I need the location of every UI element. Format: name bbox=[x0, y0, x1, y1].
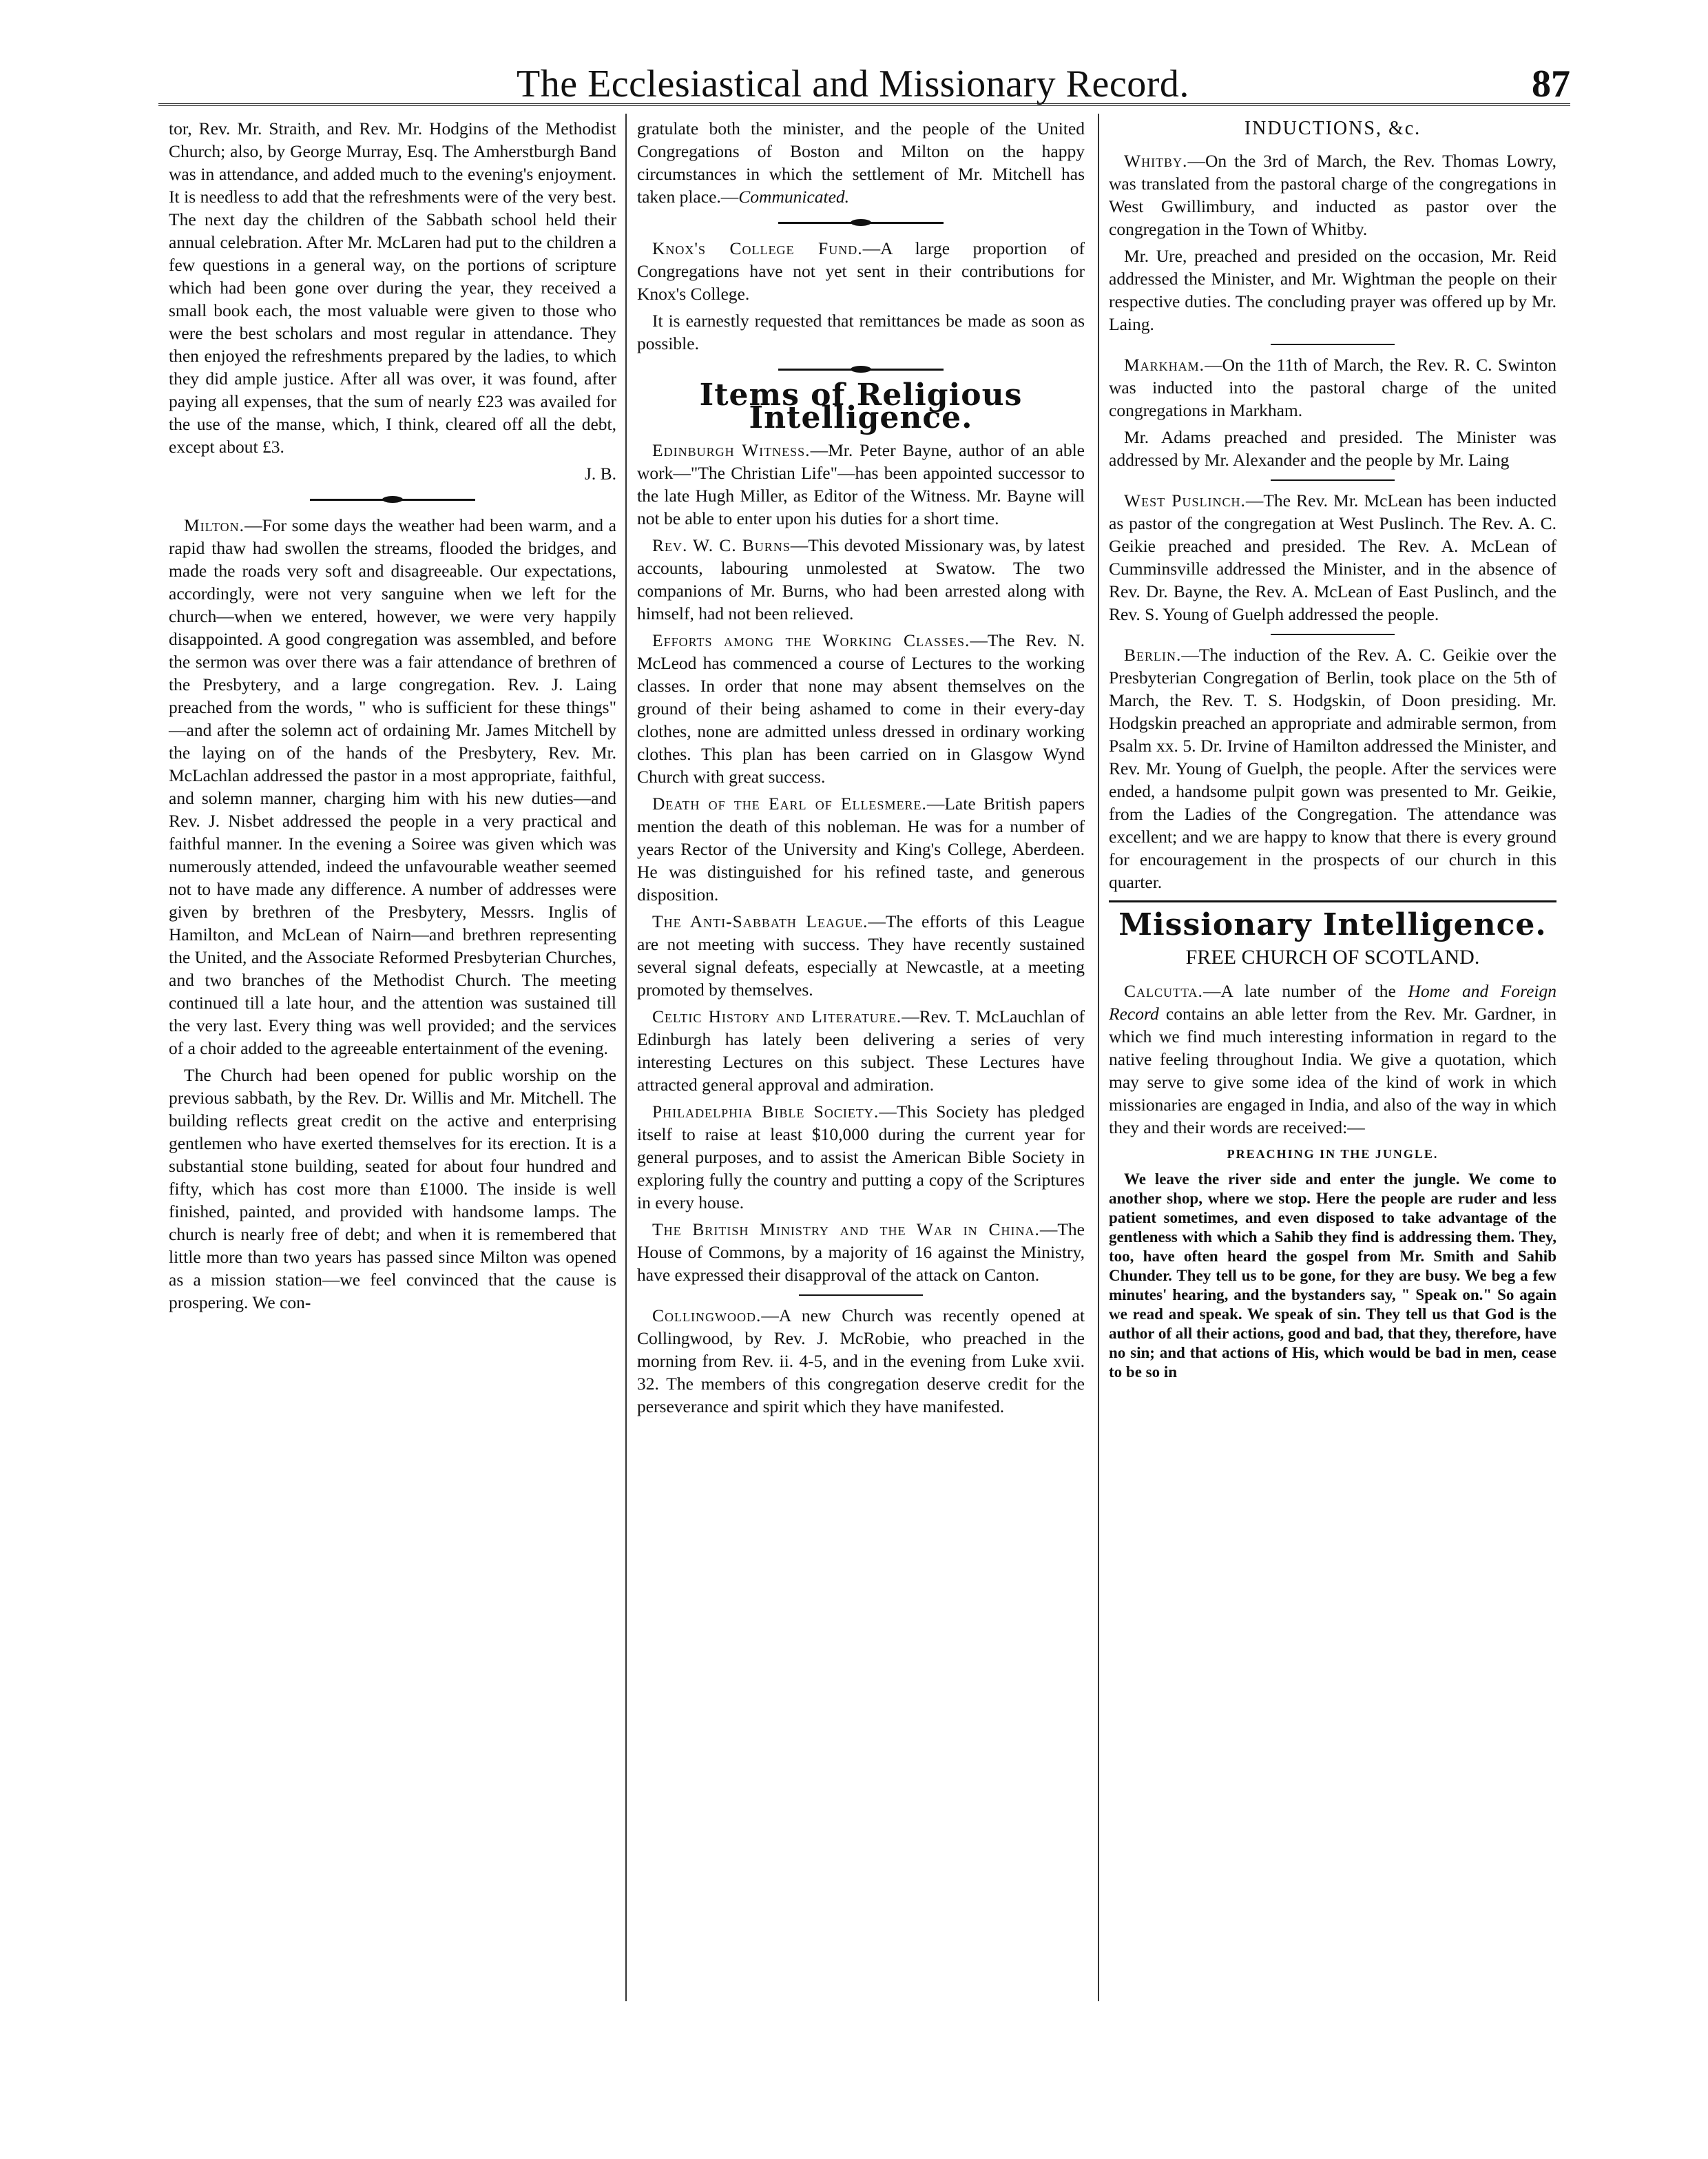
paragraph-puslinch bbox=[1109, 489, 1556, 626]
rule bbox=[1271, 344, 1395, 345]
lead-in: Milton. bbox=[184, 515, 245, 535]
attribution: Communicated. bbox=[738, 187, 850, 207]
lead-in: Berlin. bbox=[1124, 645, 1182, 665]
lead-in: Whitby. bbox=[1124, 151, 1188, 171]
section-heading: Missionary Intelligence. bbox=[1118, 907, 1547, 942]
news-item bbox=[637, 1218, 1085, 1286]
paragraph-text: contains an able letter from the Rev. Mr. Gardner, in which we find much interesting information in regard to the native feeling throughout India. We give a quotation, which may serve to give some idea of the kind of work in which missionaries are engaged in India, and also of the way in which they and their words are received:— bbox=[1109, 1004, 1556, 1137]
column-2 bbox=[637, 117, 1085, 1422]
column-3 bbox=[1109, 117, 1556, 1386]
paragraph: Mr. Ure, preached and presided on the occasion, Mr. Reid addressed the Minister, and Mr. Wightman the people on their respective duties. The concluding prayer was offered up by Mr. Laing. bbox=[1109, 246, 1556, 334]
paragraph: Mr. Adams preached and presided. The Minister was addressed by Mr. Alexander and the people by Mr. Laing bbox=[1109, 427, 1556, 470]
rule bbox=[799, 1294, 923, 1296]
paragraph-knox bbox=[637, 237, 1085, 305]
paragraph-text: —Mr. Peter Bayne, author of an able work—"The Christian Life"—has been appointed successor to the late Hugh Miller, as Editor of the Witness. Mr. Bayne will not be able to enter upon his duties for a short time. bbox=[637, 440, 1085, 528]
paragraph-collingwood bbox=[637, 1304, 1085, 1418]
lead-in: Death of the Earl of Ellesmere. bbox=[652, 794, 927, 814]
lead-in: Rev. W. C. Burns bbox=[652, 535, 791, 555]
news-items bbox=[637, 439, 1085, 1286]
paragraph-text: —For some days the weather had been warm, and a rapid thaw had swollen the streams, flooded the bridges, and made the roads very soft and disagreeable. Our expectations, accordingly, were not very sanguine when we left for the church—when we entered, however, we were very happily disappointed. A good congregation was assembled, and before the sermon was over there was a fair attendance of brethren of the Presbytery, and a large congregation. Rev. J. Laing preached from the words, " who is sufficient for these things" —and after the solemn act of ordaining Mr. James Mitchell by the laying on of the hands of the Presbytery, Rev. Mr. McLachlan addressed the pastor in a most appropriate, faithful, and solemn manner, charging him with his new duties—and Rev. J. Nisbet addressed the people in a very practical and faithful manner. In the evening a Soiree was given which was numerously attended, indeed the unfavourable weather seemed not to have made any difference. A number of addresses were given by brethren of the Presbytery, Messrs. Inglis of Hamilton, and McLean of Nairn—and brethren representing the United, and the Associate Reformed Presbyterian Churches, and two branches of the Methodist Church. The meeting continued till a late hour, and the attention was sustained till the very last. Every thing was well provided; and the services of a choir added to the agreeable entertainment of the evening. bbox=[169, 515, 616, 1058]
paragraph-text: —A large proportion of Congregations have not yet sent in their contributions for Knox's College. bbox=[637, 238, 1085, 304]
paragraph-text: —The House of Commons, by a majority of 16 against the Ministry, have expressed their disapproval of the attack on Canton. bbox=[637, 1219, 1085, 1285]
ornamental-divider bbox=[778, 364, 944, 374]
paragraph-text: gratulate both the minister, and the people of the United Congregations of Boston and Milton on the happy circumstances in which the settlement of Mr. Mitchell has taken place.— bbox=[637, 118, 1085, 207]
paragraph-milton bbox=[169, 514, 616, 1060]
signature: J. B. bbox=[584, 464, 616, 484]
news-item bbox=[637, 629, 1085, 788]
lead-in: The Anti-Sabbath League. bbox=[652, 911, 868, 931]
column-divider bbox=[1098, 114, 1099, 2001]
section-heading: INDUCTIONS, &c. bbox=[1244, 118, 1421, 139]
paragraph-text: —A new Church was recently opened at Collingwood, by Rev. J. McRobie, who preached in the morning from Rev. ii. 4-5, and in the evening from Luke xvii. 32. The members of this congregation deserve credit for the perseverance and spirit which they have manifested. bbox=[637, 1305, 1085, 1416]
section-heading: Items of Religious Intelligence. bbox=[699, 378, 1023, 435]
lead-in: Markham. bbox=[1124, 355, 1205, 375]
paragraph: tor, Rev. Mr. Straith, and Rev. Mr. Hodgins of the Methodist Church; also, by George Murray, Esq. The Amherstburgh Band was in attendance, and added much to the evening's enjoyment. It is needless to add that the refreshments were of the very best. The next day the children of the Sabbath school held their annual celebration. After Mr. McLaren had put to the children a few questions in a general way, on the portions of scripture which had been gone over during the year, they received a small book each, the most valuable were given to those who were the best scholars and most regular in attendance. They then enjoyed the refreshments prepared by the ladies, to which they did ample justice. After all was over, it was found, after paying all expenses, that the sum of nearly £23 was availed for the use of the manse, which, I think, cleared off all the debt, except about £3. bbox=[169, 118, 616, 457]
ornamental-divider bbox=[778, 218, 944, 227]
paragraph-text: —On the 11th of March, the Rev. R. C. Swinton was inducted into the pastoral charge of the united congregations in Markham. bbox=[1109, 355, 1556, 420]
lead-in: Collingwood. bbox=[652, 1305, 762, 1325]
paragraph: The Church had been opened for public worship on the previous sabbath, by the Rev. Dr. Willis and Mr. Mitchell. The building reflects great credit on the active and enterprising gentlemen who have exerted themselves for its erection. It is a substantial stone building, seated for about four hundred and fifty, which has cost more than £1000. The inside is well finished, painted, and provided with handsome lamps. The church is nearly free of debt; and when it is remembered that little more than two years has passed since Milton was opened as a mission station—we feel convinced that the cause is prospering. We con- bbox=[169, 1065, 616, 1312]
column-divider bbox=[625, 114, 627, 2001]
paragraph-text: —This Society has pledged itself to raise at least $10,000 during the current year for general purposes, and to assist the American Bible Society in exploring fully the country and putting a copy of the Scriptures in every house. bbox=[637, 1102, 1085, 1212]
news-item bbox=[637, 439, 1085, 530]
paragraph-text: —Rev. T. McLauchlan of Edinburgh has lately been delivering a series of very interesting Lectures on this subject. These Lectures have attracted general approval and admiration. bbox=[637, 1006, 1085, 1095]
quote-heading: PREACHING IN THE JUNGLE. bbox=[1227, 1147, 1439, 1161]
column-1 bbox=[169, 117, 616, 1318]
paragraph-whitby bbox=[1109, 149, 1556, 240]
paragraph-text: —The induction of the Rev. A. C. Geikie over the Presbyterian Congregation of Berlin, took place on the 5th of March, the Rev. T. S. Hodgskin, of Doon presiding. Mr. Hodgskin preached an appropriate and admirable sermon, from Psalm xx. 5. Dr. Irvine of Hamilton addressed the Minister, and Rev. Mr. Young of Guelph, the people. After the services were ended, a handsome pulpit gown was presented to Mr. Geikie, from the Ladies of the Congregation. The attendance was excellent; and we are happy to know that there is every ground for encouragement in the prospects of our church in this quarter. bbox=[1109, 645, 1556, 892]
paragraph-text: —The Rev. N. McLeod has commenced a course of Lectures to the working classes. In order that none may absent themselves on the ground of their being ashamed to come in their every-day clothes, none are admitted unless dressed in ordinary working clothes. This plan has been carried on in Glasgow Wynd Church with great success. bbox=[637, 630, 1085, 787]
subheading: FREE CHURCH OF SCOTLAND. bbox=[1185, 946, 1480, 969]
news-item bbox=[637, 1100, 1085, 1214]
paragraph-text: —On the 3rd of March, the Rev. Thomas Lowry, was translated from the pastoral charge of the congregations in West Gwillimbury, and inducted as pastor over the congregation in the Town of Whitby. bbox=[1109, 151, 1556, 239]
paragraph bbox=[637, 117, 1085, 208]
paragraph-berlin bbox=[1109, 643, 1556, 893]
news-item bbox=[637, 910, 1085, 1001]
rule bbox=[1271, 479, 1395, 481]
publication-name: Home and Foreign Record bbox=[1109, 981, 1556, 1024]
running-title: The Ecclesiastical and Missionary Record. bbox=[517, 63, 1189, 105]
paragraph-text: —A late number of the bbox=[1202, 981, 1408, 1001]
lead-in: Philadelphia Bible Society. bbox=[652, 1102, 879, 1122]
news-item bbox=[637, 792, 1085, 906]
paragraph-calcutta bbox=[1109, 980, 1556, 1139]
lead-in: West Puslinch. bbox=[1124, 490, 1246, 510]
lead-in: Edinburgh Witness. bbox=[652, 440, 811, 460]
paragraph-text: —This devoted Missionary was, by latest accounts, labouring unmolested at Swatow. The two companions of Mr. Burns, who had been arrested along with himself, had not been relieved. bbox=[637, 535, 1085, 623]
paragraph-markham bbox=[1109, 353, 1556, 422]
paragraph-text: —Late British papers mention the death of this nobleman. He was for a number of years Rector of the University and King's College, Aberdeen. He was distinguished for his refined taste, and generous disposition. bbox=[637, 794, 1085, 905]
rule bbox=[1271, 634, 1395, 635]
lead-in: Celtic History and Literature. bbox=[652, 1006, 902, 1026]
ornamental-divider bbox=[310, 495, 475, 504]
lead-in: Efforts among the Working Classes. bbox=[652, 630, 970, 650]
lead-in: Knox's College Fund. bbox=[652, 238, 863, 258]
lead-in: The British Ministry and the War in China. bbox=[652, 1219, 1040, 1239]
section-rule bbox=[1109, 900, 1556, 902]
lead-in: Calcutta. bbox=[1124, 981, 1203, 1001]
page-number: 87 bbox=[1532, 63, 1570, 105]
paragraph-text: —The efforts of this League are not meeting with success. They have recently sustained several signal defeats, especially at Newcastle, at a meeting promoted by themselves. bbox=[637, 911, 1085, 1000]
paragraph-text: —The Rev. Mr. McLean has been inducted as pastor of the congregation at West Puslinch. The Rev. A. C. Geikie preached and presided. The Rev. A. McLean of Cumminsville addressed the Minister, and in the absence of Rev. Dr. Bayne, the Rev. A. McLean of East Puslinch, and the Rev. S. Young of Guelph addressed the people. bbox=[1109, 490, 1556, 624]
news-item bbox=[637, 534, 1085, 625]
paragraph: It is earnestly requested that remittances be made as soon as possible. bbox=[637, 311, 1085, 353]
header-rule bbox=[158, 103, 1570, 106]
news-item bbox=[637, 1005, 1085, 1096]
quoted-text: We leave the river side and enter the jungle. We come to another shop, where we stop. Here the people are ruder and less patient sometimes, and even disposed to take advantage of the gentleness with which a Sahib they find is addressing them. They, too, have often heard the gospel from Mr. Smith and Sahib Chunder. They tell us to be gone, for they are busy. We beg a few minutes' hearing, and the bystanders say, " Speak on." So again we read and speak. We speak of sin. They tell us that God is the author of all their actions, good and bad, that they, therefore, have no sin; and that actions of His, which would be bad in men, cease to be so in bbox=[1109, 1170, 1556, 1381]
